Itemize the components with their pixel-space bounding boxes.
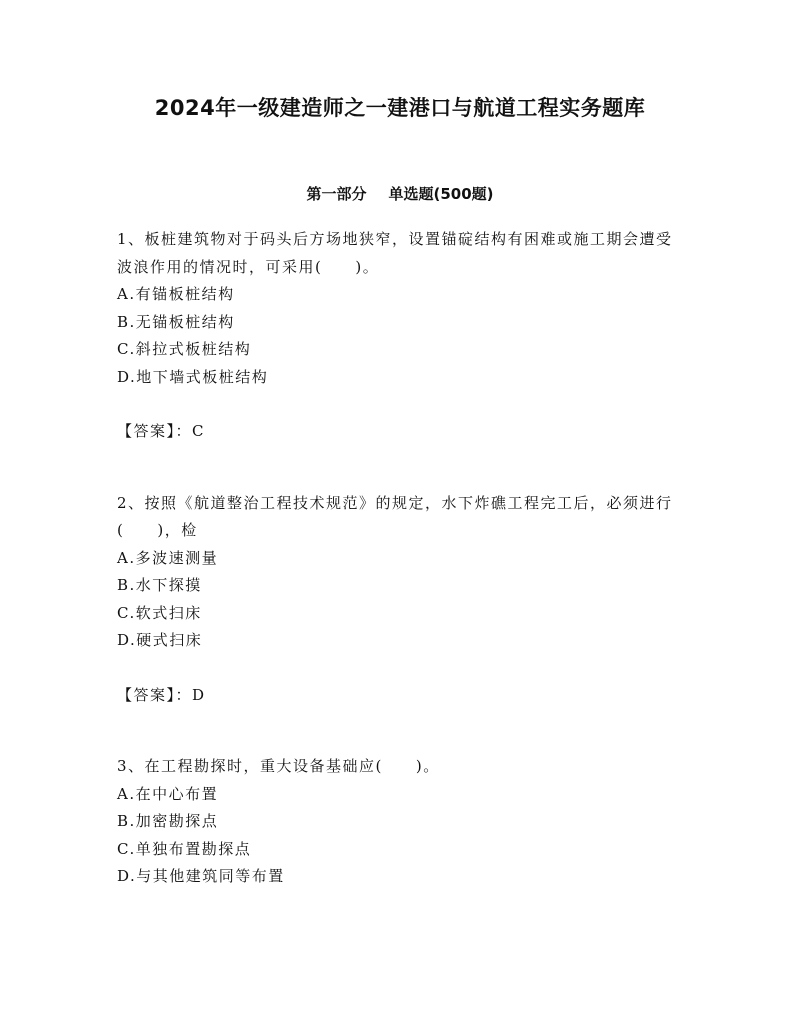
section-heading xyxy=(0,183,800,204)
question-stem: 2、按照《航道整治工程技术规范》的规定，水下炸礁工程完工后，必须进行( )，检 xyxy=(117,493,673,539)
option-b: B.无锚板桩结构 xyxy=(117,312,235,331)
section-part: 第一部分 xyxy=(306,185,367,203)
option-a: A.在中心布置 xyxy=(117,784,219,803)
option-a: A.有锚板桩结构 xyxy=(117,285,235,303)
option-d: D.地下墙式板桩结构 xyxy=(117,367,269,386)
option-d: D.硬式扫床 xyxy=(117,631,203,649)
option-a: A.多波速测量 xyxy=(117,548,219,567)
option-d: D.与其他建筑同等布置 xyxy=(117,867,285,885)
answer-line: 【答案】：D xyxy=(117,685,206,704)
option-b: B.水下探摸 xyxy=(117,576,202,594)
question-1 xyxy=(117,226,687,446)
option-b: B.加密勘探点 xyxy=(117,812,219,830)
section-name: 单选题(500题) xyxy=(388,185,494,203)
document-title: 2024年一级建造师之一建港口与航道工程实务题库 xyxy=(154,96,646,120)
option-c: C.单独布置勘探点 xyxy=(117,839,252,858)
option-c: C.斜拉式板桩结构 xyxy=(117,340,252,358)
option-c: C.软式扫床 xyxy=(117,603,202,622)
question-list xyxy=(117,226,687,891)
question-stem: 1、板桩建筑物对于码头后方场地狭窄，设置锚碇结构有困难或施工期会遭受波浪作用的情况时，可采用( )。 xyxy=(117,230,673,276)
question-stem: 3、在工程勘探时，重大设备基础应( )。 xyxy=(117,757,440,775)
answer-line: 【答案】：C xyxy=(117,422,205,440)
question-2 xyxy=(117,490,687,710)
question-3 xyxy=(117,753,687,891)
